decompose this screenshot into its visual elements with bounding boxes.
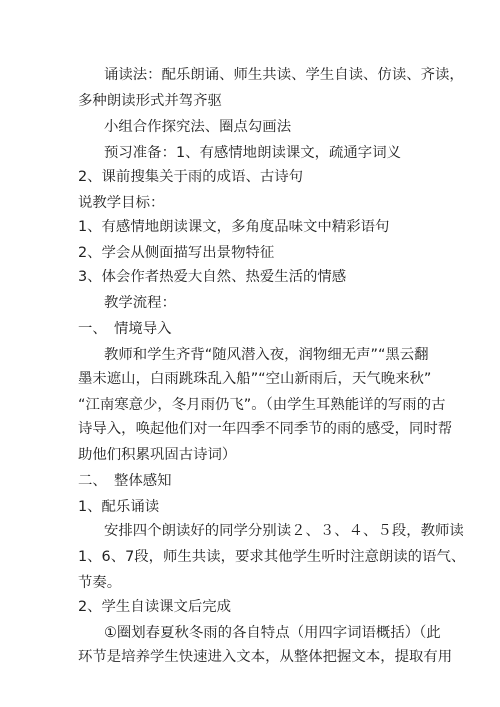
text-line: 3、体会作者热爱大自然、热爱生活的情感 [78,269,347,285]
text-line: 2、学会从侧面描写出景物特征 [78,245,275,261]
text-line: 安排四个朗读好的同学分别读２、３、４、５段，教师读 [104,523,464,539]
text-line: 二、 整体感知 [78,473,172,489]
text-line: 1、6、7段，师生共读，要求其他学生听时注意朗读的语气、 [78,549,466,565]
text-line: 1、有感情地朗读课文，多角度品味文中精彩语句 [78,219,390,235]
text-line: ①圈划春夏秋冬雨的各自特点（用四字词语概括）（此 [104,625,441,641]
text-line: 2、学生自读课文后完成 [78,599,232,615]
text-line: “江南寒意少，冬月雨仍飞”。（由学生耳熟能详的写雨的古 [78,397,446,413]
text-line: 小组合作探究法、圈点勾画法 [104,119,292,135]
text-line: 诵读法：配乐朗诵、师生共读、学生自读、仿读、齐读， [104,67,464,83]
text-line: 2、课前搜集关于雨的成语、古诗句 [78,169,304,185]
text-line: 一、 情境导入 [78,321,172,337]
text-line: 预习准备：1、有感情地朗读课文，疏通字词义 [104,145,401,161]
text-line: 多种朗读形式并驾齐驱 [78,93,222,109]
text-line: 说教学目标： [78,195,165,211]
text-line: 诗导入，唤起他们对一年四季不同季节的雨的感受，同时帮 [78,421,453,437]
text-line: 教师和学生齐背“随风潜入夜，润物细无声”“黑云翻 [104,347,429,363]
text-line: 墨未遮山，白雨跳珠乱入船”“空山新雨后，天气晚来秋” [78,371,432,387]
text-line: 助他们积累巩固古诗词） [78,447,237,463]
text-line: 环节是培养学生快速进入文本，从整体把握文本，提取有用 [78,649,453,665]
text-line: 教学流程： [104,295,176,311]
text-line: 1、配乐诵读 [78,499,160,515]
text-line: 节奏。 [78,575,122,591]
